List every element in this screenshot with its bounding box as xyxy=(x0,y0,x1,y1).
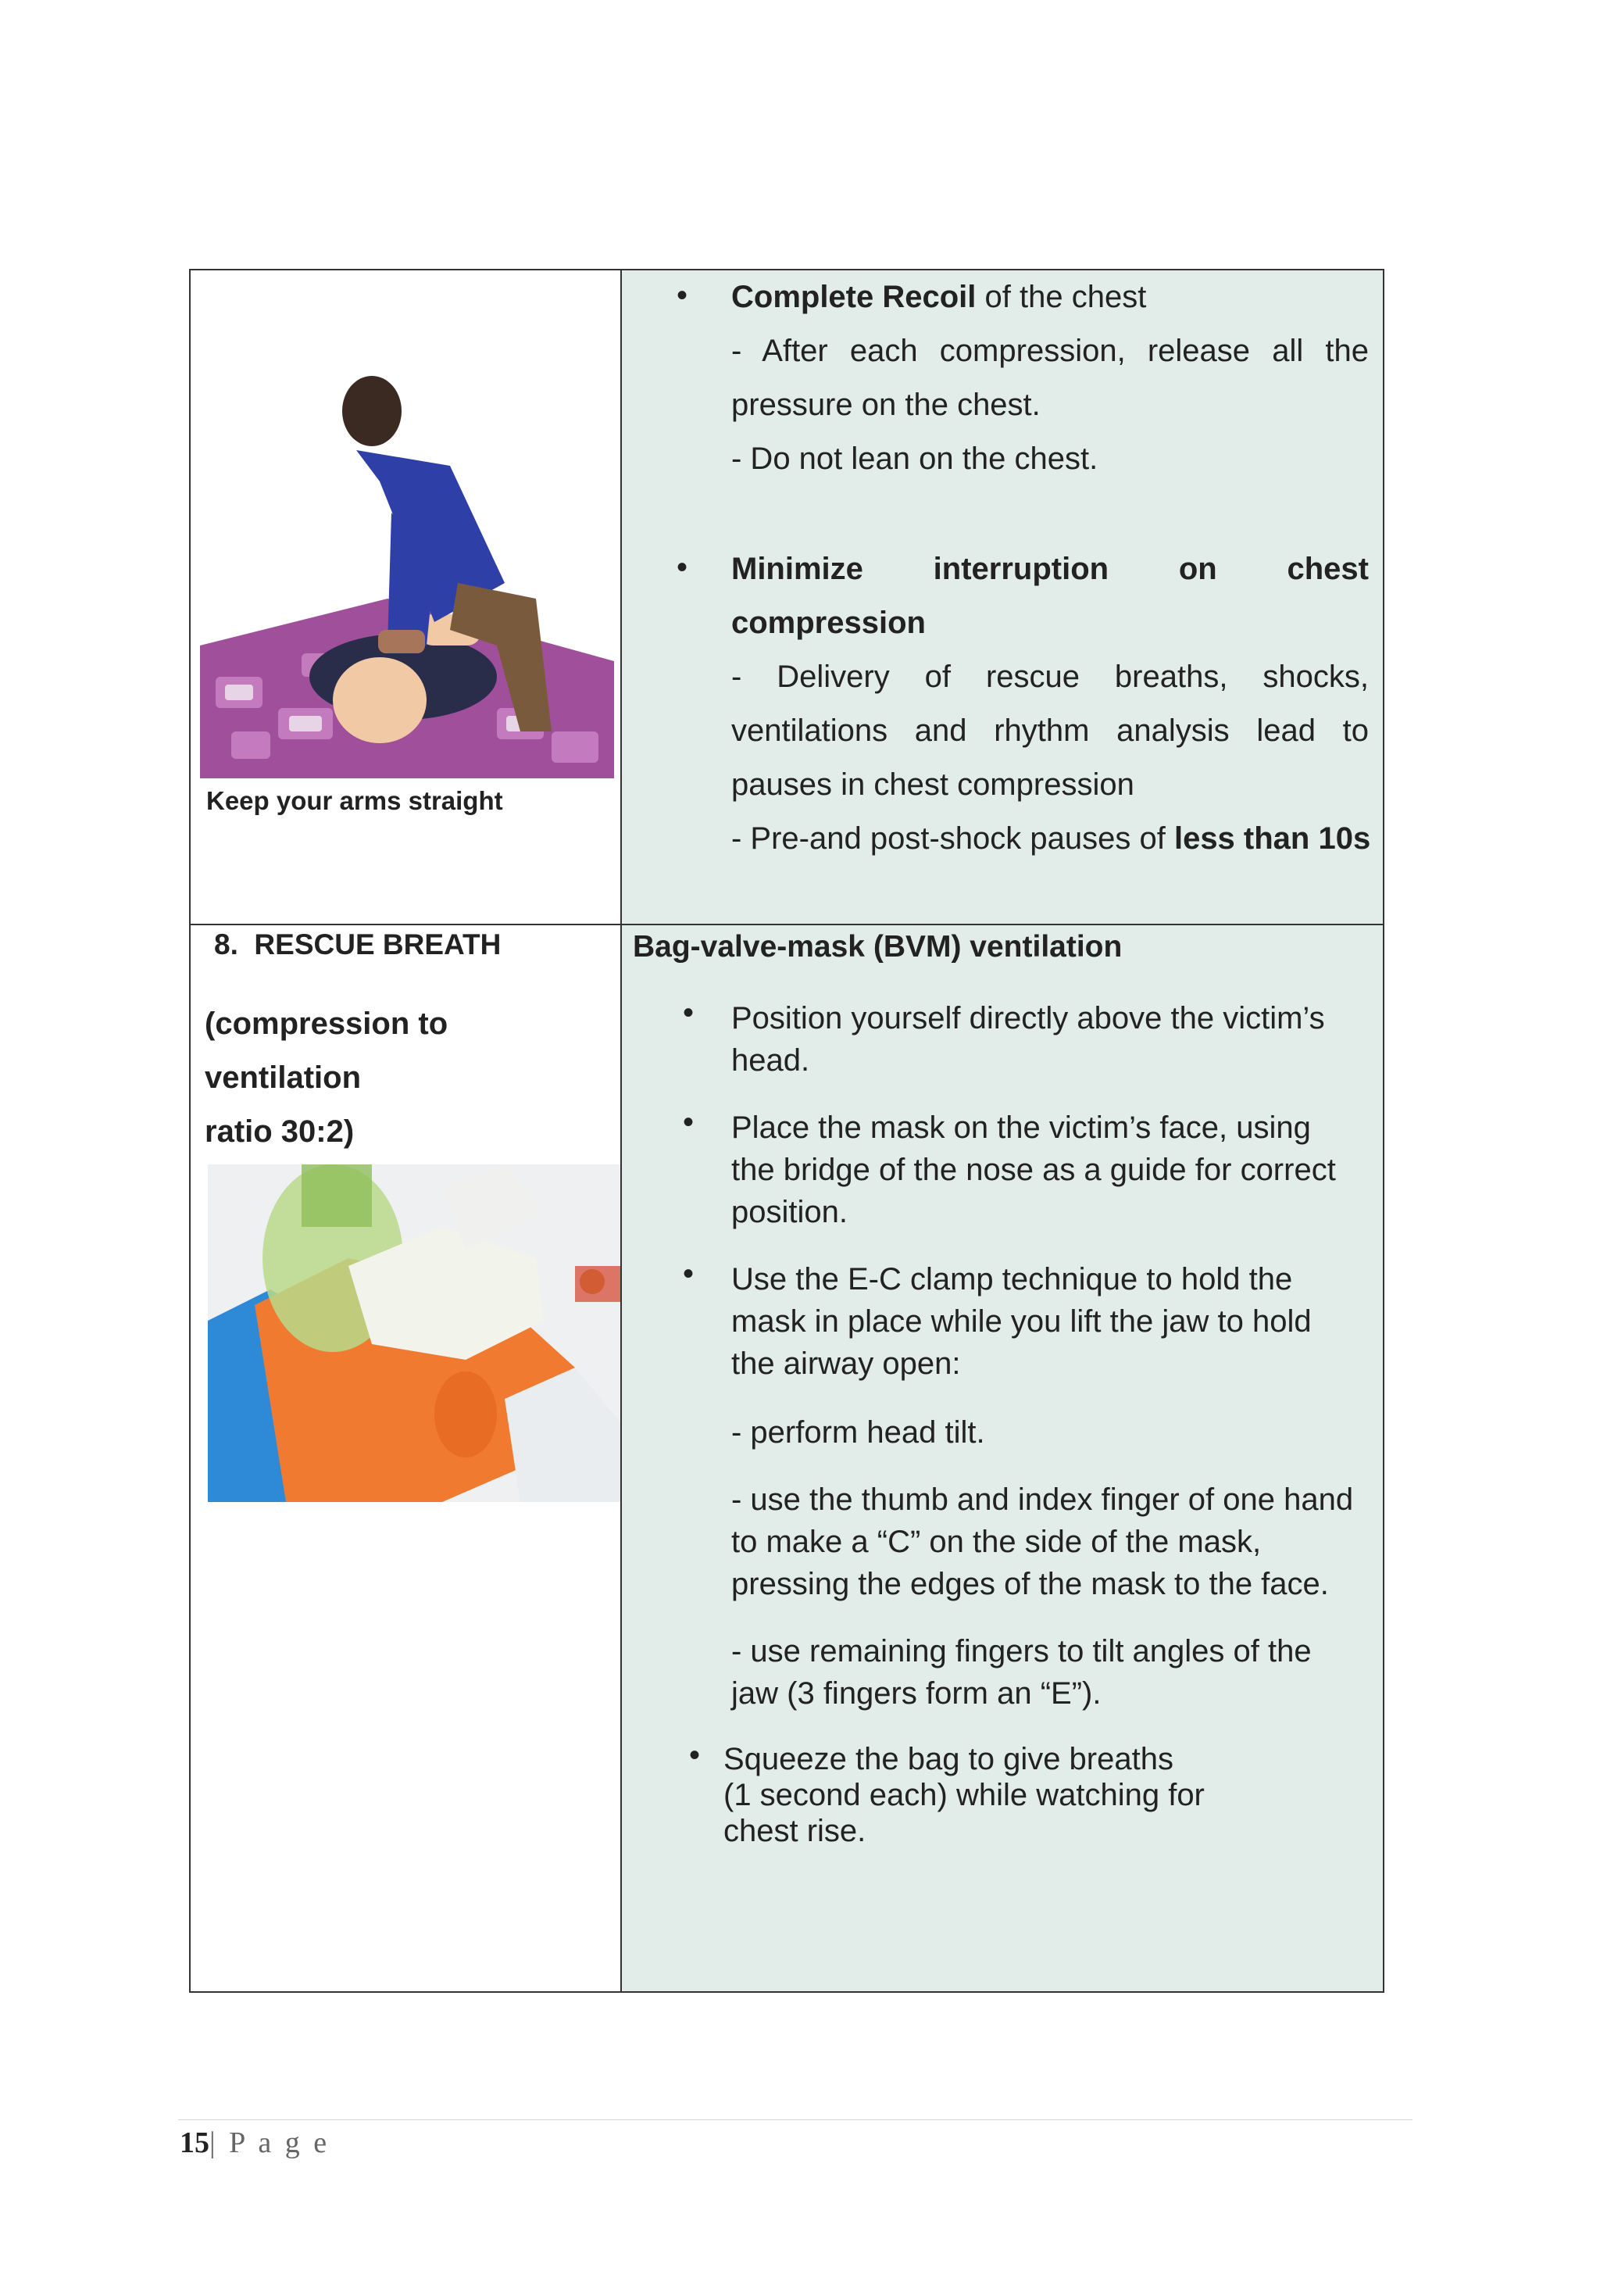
bullet-icon: • xyxy=(677,550,688,585)
ec-substep-c-grip: - use the thumb and index finger of one hand to make a “C” on the side of the mask, pressing the edges of the mask to the face. xyxy=(731,1482,1354,1601)
page-label: | P a g e xyxy=(209,2126,330,2159)
bullet-icon: • xyxy=(683,996,695,1030)
recoil-title-rest: of the chest xyxy=(976,280,1147,314)
recoil-section xyxy=(731,270,1369,486)
footer-divider xyxy=(178,2119,1412,2120)
rescue-breath-cell xyxy=(190,924,621,1992)
page-number: 15 xyxy=(180,2126,209,2159)
minimize-line-3: pauses in chest compression xyxy=(731,767,1134,802)
bvm-step-mask-placement: Place the mask on the victim’s face, using the bridge of the nose as a guide for correct position. xyxy=(731,1110,1336,1229)
ec-substep-head-tilt: - perform head tilt. xyxy=(731,1415,985,1450)
image-caption: Keep your arms straight xyxy=(206,786,503,815)
step-title: RESCUE BREATH xyxy=(254,928,502,960)
bullet-icon: • xyxy=(683,1257,695,1291)
recoil-line-2: pressure on the chest. xyxy=(731,388,1041,422)
bvm-step-position: Position yourself directly above the victim’s head. xyxy=(731,1001,1325,1078)
compression-image-cell xyxy=(190,270,621,924)
table-row xyxy=(190,270,1384,924)
cpr-compression-photo xyxy=(200,364,614,778)
step-number: 8. xyxy=(214,928,238,960)
minimize-line-4: - Pre-and post-shock pauses of less than 10s xyxy=(731,821,1371,856)
bvm-step-squeeze: Squeeze the bag to give breaths (1 second each) while watching for chest rise. xyxy=(723,1742,1205,1848)
bvm-title: Bag-valve-mask (BVM) ventilation xyxy=(633,930,1123,964)
minimize-title-line-1: Minimize interruption on chest xyxy=(731,552,1369,586)
bullet-icon: • xyxy=(683,1105,695,1139)
compression-instructions-cell xyxy=(621,270,1384,924)
bvm-instructions-cell xyxy=(621,924,1384,1992)
cpr-steps-table xyxy=(189,269,1384,1993)
minimize-line-1: - Delivery of rescue breaths, shocks, xyxy=(731,660,1369,694)
page-footer xyxy=(180,2126,330,2160)
ratio-text: (compression to ventilation ratio 30:2) xyxy=(205,1007,448,1149)
minimize-section xyxy=(731,542,1369,866)
bullet-icon: • xyxy=(677,278,688,313)
minimize-line-2: ventilations and rhythm analysis lead to xyxy=(731,713,1369,748)
table-row xyxy=(190,924,1384,1992)
bvm-step-ec-clamp: Use the E-C clamp technique to hold the mask in place while you lift the jaw to hold the airway open: xyxy=(731,1262,1312,1381)
step-heading xyxy=(214,925,501,964)
bullet-icon: • xyxy=(689,1738,701,1772)
recoil-title: Complete Recoil xyxy=(731,280,977,314)
recoil-line-1: - After each compression, release all the xyxy=(731,334,1369,368)
minimize-title-line-2: compression xyxy=(731,606,926,640)
ec-substep-e-grip: - use remaining fingers to tilt angles of the jaw (3 fingers form an “E”). xyxy=(731,1634,1312,1711)
recoil-line-3: - Do not lean on the chest. xyxy=(731,442,1098,476)
bvm-photo xyxy=(208,1164,620,1502)
